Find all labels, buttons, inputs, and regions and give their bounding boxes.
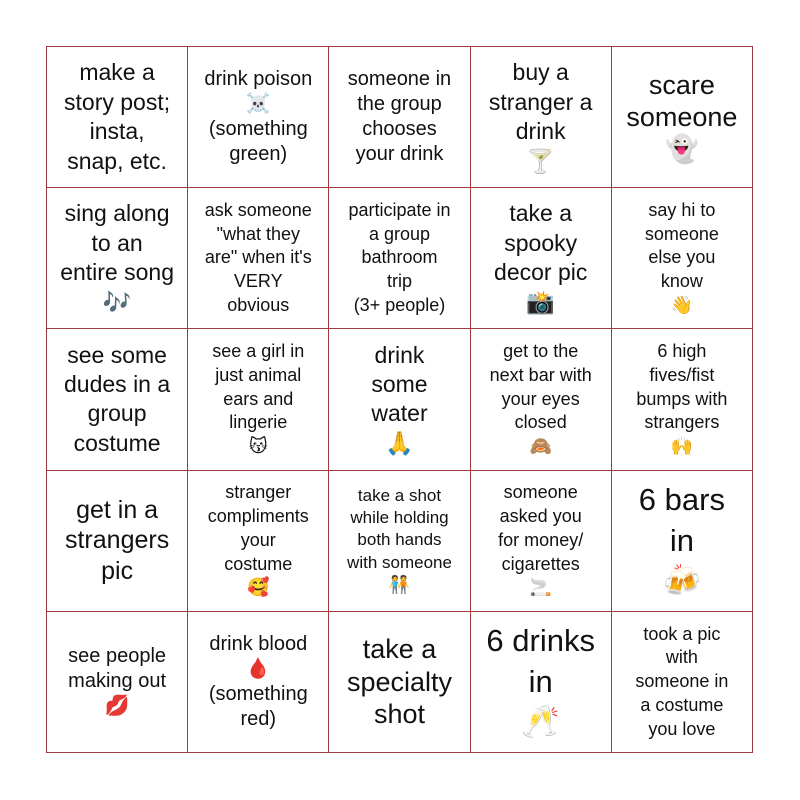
bingo-cell[interactable] <box>188 47 329 188</box>
bingo-cell[interactable] <box>612 47 753 188</box>
cell-text: see a girl in just animal ears and lingerie 😽 <box>212 341 305 457</box>
bingo-cell[interactable] <box>188 329 329 470</box>
cell-text: someone asked you for money/ cigarettes 🚬 <box>498 482 584 598</box>
bingo-cell[interactable] <box>47 329 188 470</box>
cell-text: drink some water 🙏 <box>371 341 428 456</box>
bingo-cell[interactable] <box>612 329 753 470</box>
bingo-cell[interactable] <box>612 471 753 612</box>
bingo-cell[interactable] <box>47 612 188 753</box>
bingo-cell[interactable] <box>47 47 188 188</box>
bingo-cell[interactable] <box>471 329 612 470</box>
bingo-cell[interactable] <box>471 47 612 188</box>
bingo-cell[interactable] <box>471 471 612 612</box>
cell-text: participate in a group bathroom trip (3+ people) <box>348 199 451 315</box>
cell-text: see some dudes in a group costume <box>64 341 171 456</box>
bingo-cell[interactable] <box>471 188 612 329</box>
bingo-cell[interactable] <box>329 612 470 753</box>
cell-text: see people making out 💋 <box>68 645 167 718</box>
bingo-cell[interactable] <box>329 47 470 188</box>
cell-text: get in a strangers pic <box>64 495 170 585</box>
bingo-cell[interactable] <box>188 188 329 329</box>
bingo-cell[interactable] <box>471 612 612 753</box>
bingo-cell[interactable] <box>47 188 188 329</box>
bingo-cell[interactable] <box>612 188 753 329</box>
cell-text: ask someone "what they are" when it's VERY obvious <box>204 199 312 315</box>
cell-text: drink blood 🩸 (something red) <box>208 632 308 730</box>
cell-text: 6 drinks in 🥂 <box>486 623 595 740</box>
bingo-cell[interactable] <box>329 188 470 329</box>
cell-text: say hi to someone else you know 👋 <box>644 199 719 315</box>
cell-text: scare someone 👻 <box>626 69 738 165</box>
cell-text: stranger compliments your costume 🥰 <box>207 482 309 598</box>
cell-text: make a story post; insta, snap, etc. <box>64 59 171 174</box>
cell-text: 6 bars in 🍻 <box>638 482 725 598</box>
bingo-cell[interactable] <box>188 471 329 612</box>
bingo-cell[interactable] <box>329 329 470 470</box>
cell-text: take a spooky decor pic 📸 <box>494 200 588 315</box>
cell-text: get to the next bar with your eyes closed 🙈 <box>489 341 592 457</box>
cell-text: someone in the group chooses your drink <box>347 68 452 166</box>
bingo-cell[interactable] <box>47 471 188 612</box>
bingo-cell[interactable] <box>188 612 329 753</box>
cell-text: take a shot while holding both hands with someone 🧑‍🤝‍🧑 <box>347 485 452 595</box>
cell-text: buy a stranger a drink 🍸 <box>488 59 593 174</box>
cell-text: take a specialty shot <box>346 634 453 730</box>
cell-text: drink poison ☠️ (something green) <box>204 68 313 166</box>
bingo-cell[interactable] <box>612 612 753 753</box>
cell-text: took a pic with someone in a costume you love <box>635 623 729 739</box>
cell-text: 6 high fives/fist bumps with strangers 🙌 <box>636 341 728 457</box>
bingo-cell[interactable] <box>329 471 470 612</box>
bingo-board <box>46 46 753 753</box>
cell-text: sing along to an entire song 🎶 <box>60 200 174 315</box>
